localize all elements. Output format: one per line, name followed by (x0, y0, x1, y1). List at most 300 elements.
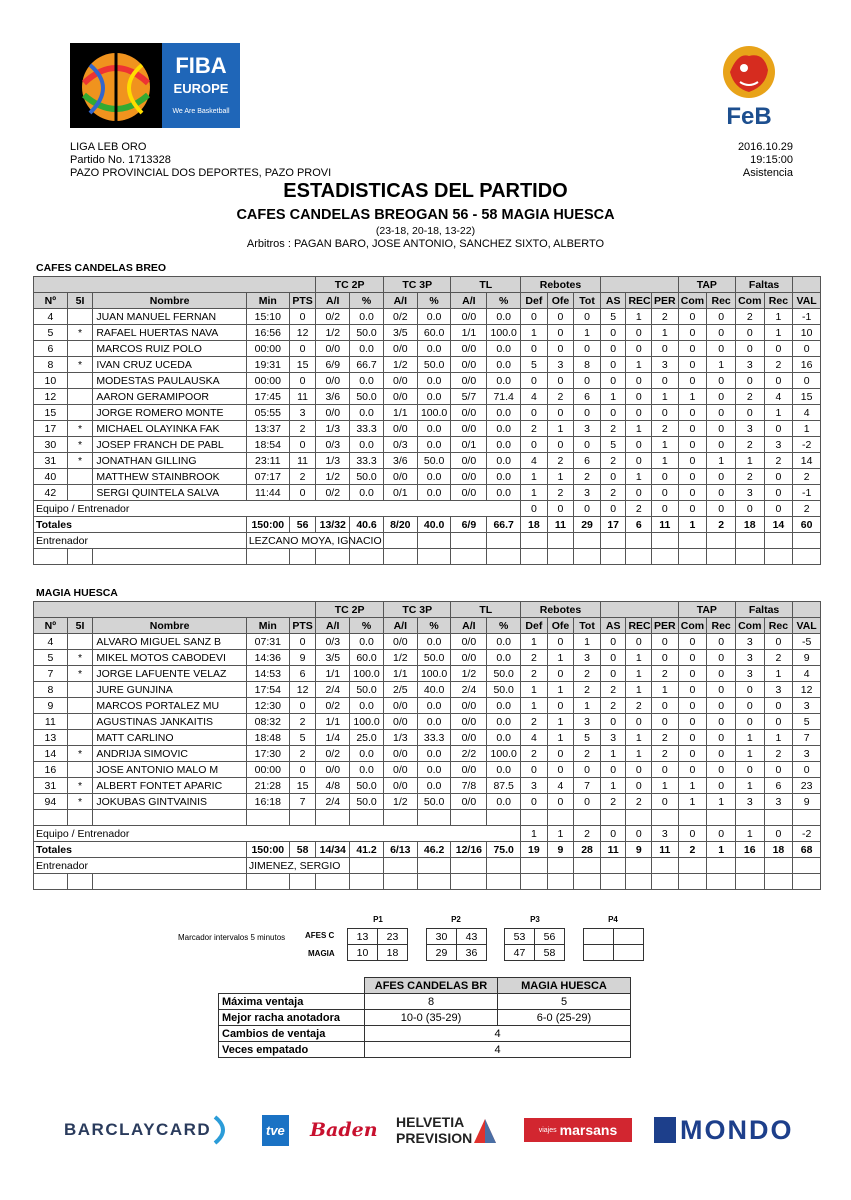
stat-cell: 0 (600, 666, 626, 682)
summary-label: Cambios de ventaja (219, 1026, 365, 1042)
coach-name: JIMENEZ, SERGIO (246, 858, 349, 874)
player-name: JORGE ROMERO MONTE (93, 405, 246, 421)
header-blank (600, 277, 678, 293)
empty-cell (67, 874, 93, 890)
stat-cell: 0 (652, 485, 679, 501)
stat-cell: 3 (764, 437, 793, 453)
barclaycard-swoosh-icon (211, 1115, 233, 1145)
player-row (34, 730, 821, 746)
stat-cell: 0 (652, 341, 679, 357)
stat-cell: 0 (547, 634, 574, 650)
stat-cell: 16:56 (246, 325, 289, 341)
stat-cell: 0 (707, 485, 736, 501)
player-name: JORGE LAFUENTE VELAZ (93, 666, 246, 682)
stat-cell: 0 (547, 437, 574, 453)
stat-cell: 2 (764, 650, 793, 666)
empty-cell (547, 810, 574, 826)
total-cell: 2 (707, 517, 736, 533)
stat-cell: 0.0 (487, 794, 521, 810)
column-header: A/I (383, 618, 417, 634)
stat-cell: 1 (652, 778, 679, 794)
stat-cell: 0 (707, 746, 736, 762)
stat-cell: 0 (652, 650, 679, 666)
stat-cell: 0 (678, 341, 707, 357)
totals-row (34, 842, 821, 858)
stat-cell: 4/8 (316, 778, 350, 794)
stat-cell: 4 (521, 453, 548, 469)
stat-cell: 1 (521, 826, 548, 842)
stat-cell: 0/0 (451, 650, 487, 666)
player-row (34, 389, 821, 405)
stat-cell: 1 (735, 778, 764, 794)
empty-cell (417, 810, 451, 826)
stat-cell: 2 (652, 730, 679, 746)
stat-cell: 0/0 (451, 485, 487, 501)
stat-cell: 3 (574, 421, 601, 437)
column-header: Ofe (547, 618, 574, 634)
column-header: Nº (34, 293, 68, 309)
equipo-row (34, 826, 821, 842)
stat-cell (67, 714, 93, 730)
stat-cell (67, 730, 93, 746)
stat-cell: 2 (547, 389, 574, 405)
total-cell: 19 (521, 842, 548, 858)
tagline-text: We Are Basketball (172, 108, 230, 115)
stat-cell: 0 (626, 341, 652, 357)
stat-cell: 0/3 (316, 634, 350, 650)
stat-cell: 1 (626, 421, 652, 437)
empty-cell (574, 533, 601, 549)
mondo-text: MONDO (680, 1114, 794, 1145)
stat-cell: 11 (289, 389, 316, 405)
column-header: Min (246, 618, 289, 634)
stat-cell: 60.0 (350, 650, 384, 666)
stat-cell: 1/2 (383, 357, 417, 373)
stat-cell: 0 (652, 714, 679, 730)
stat-cell: 0 (289, 698, 316, 714)
empty-cell (417, 858, 451, 874)
empty-cell (34, 549, 68, 565)
match-info-right (738, 141, 793, 180)
stat-cell: 14 (793, 453, 821, 469)
stat-cell: 0 (764, 826, 793, 842)
player-row (34, 485, 821, 501)
empty-cell (487, 874, 521, 890)
total-cell: 14 (764, 517, 793, 533)
column-header: Rec (764, 618, 793, 634)
total-cell: 18 (735, 517, 764, 533)
stat-cell: 0 (547, 746, 574, 762)
stat-cell: 0 (600, 341, 626, 357)
empty-cell (487, 858, 521, 874)
stat-cell: 0/0 (383, 762, 417, 778)
stat-cell: 15:10 (246, 309, 289, 325)
stat-cell: 2 (764, 357, 793, 373)
player-row (34, 357, 821, 373)
stat-cell: 1 (626, 746, 652, 762)
column-header: 5I (67, 293, 93, 309)
stat-cell: 0/2 (316, 485, 350, 501)
stat-cell: 1 (764, 405, 793, 421)
tve-logo (262, 1110, 298, 1150)
stat-cell: 1 (707, 453, 736, 469)
stat-cell: 0/2 (316, 309, 350, 325)
stat-cell: 0.0 (350, 698, 384, 714)
header-blank (793, 602, 821, 618)
column-header: REC (626, 293, 652, 309)
stat-cell: 0/0 (383, 341, 417, 357)
stat-cell: 0 (678, 650, 707, 666)
stat-cell: * (67, 325, 93, 341)
stat-cell: 5 (289, 730, 316, 746)
stat-cell: 0.0 (417, 746, 451, 762)
interval-cell: 13 (348, 929, 378, 945)
player-row (34, 698, 821, 714)
empty-cell (678, 549, 707, 565)
stat-cell: * (67, 746, 93, 762)
empty-cell (487, 549, 521, 565)
stat-cell: 0 (735, 762, 764, 778)
stat-cell: 00:00 (246, 373, 289, 389)
stat-cell: 0/0 (316, 405, 350, 421)
stat-cell: 5 (574, 730, 601, 746)
stat-cell: 0 (652, 698, 679, 714)
stat-cell: 0.0 (417, 762, 451, 778)
stat-cell: 13:37 (246, 421, 289, 437)
empty-cell (735, 858, 764, 874)
stat-cell: 05:55 (246, 405, 289, 421)
column-header: AS (600, 618, 626, 634)
total-cell: 18 (764, 842, 793, 858)
stat-cell: * (67, 437, 93, 453)
stat-cell: 0 (707, 634, 736, 650)
group-header: TC 2P (316, 602, 384, 618)
stat-cell: 08:32 (246, 714, 289, 730)
stat-cell: 0/0 (451, 309, 487, 325)
total-cell: 2 (678, 842, 707, 858)
empty-cell (793, 858, 821, 874)
stat-cell: 0 (600, 650, 626, 666)
empty-cell (707, 810, 736, 826)
stat-cell: 2 (735, 389, 764, 405)
stat-cell: 0 (764, 762, 793, 778)
stat-cell: 0 (707, 666, 736, 682)
stat-cell: 0 (626, 826, 652, 842)
fiba-europe-logo (70, 43, 240, 128)
stat-cell: 19:31 (246, 357, 289, 373)
column-header: AS (600, 293, 626, 309)
stat-cell: 9 (289, 650, 316, 666)
stat-cell: 0 (764, 341, 793, 357)
player-row (34, 714, 821, 730)
player-row (34, 405, 821, 421)
stat-cell: 0 (764, 634, 793, 650)
stat-cell: 7 (793, 730, 821, 746)
stat-cell (67, 762, 93, 778)
match-info-left (70, 141, 331, 180)
stat-cell: 0/0 (451, 341, 487, 357)
stat-cell: 5 (34, 650, 68, 666)
stat-cell: 1/1 (383, 405, 417, 421)
column-header: VAL (793, 618, 821, 634)
stat-cell: 2 (547, 453, 574, 469)
interval-cell (614, 945, 644, 961)
game-summary-table (218, 977, 631, 1058)
empty-cell (793, 874, 821, 890)
stat-cell: 0 (652, 794, 679, 810)
marsans-text: marsans (559, 1122, 618, 1138)
stat-cell: -2 (793, 437, 821, 453)
stat-cell: 0 (521, 762, 548, 778)
column-header: A/I (451, 293, 487, 309)
stat-cell: 2 (626, 698, 652, 714)
stat-cell: 0/0 (451, 698, 487, 714)
total-cell: 56 (289, 517, 316, 533)
interval-p4 (583, 928, 644, 961)
stat-cell: 1 (652, 682, 679, 698)
empty-cell (451, 533, 487, 549)
venue: PAZO PROVINCIAL DOS DEPORTES, PAZO PROVI (70, 167, 332, 179)
stat-cell: 0.0 (487, 650, 521, 666)
player-row (34, 421, 821, 437)
total-cell: 1 (678, 517, 707, 533)
stat-cell: 0 (574, 794, 601, 810)
barclaycard-logo (64, 1110, 244, 1150)
empty-cell (574, 858, 601, 874)
stat-cell: 0/0 (383, 634, 417, 650)
stat-cell: 0.0 (487, 714, 521, 730)
stat-cell: 0 (574, 437, 601, 453)
player-name: MIKEL MOTOS CABODEVI (93, 650, 246, 666)
stat-cell: 6 (574, 389, 601, 405)
empty-cell (764, 810, 793, 826)
stat-cell: 87.5 (487, 778, 521, 794)
empty-cell (383, 874, 417, 890)
feb-logo (716, 42, 782, 128)
interval-cell: 29 (427, 945, 457, 961)
stat-cell (67, 469, 93, 485)
stat-cell: 0/1 (451, 437, 487, 453)
stat-cell: 0/3 (316, 437, 350, 453)
stat-cell: 1/2 (383, 794, 417, 810)
stat-cell: -1 (793, 485, 821, 501)
stat-cell: 2 (793, 501, 821, 517)
stat-cell: 50.0 (350, 682, 384, 698)
stat-cell: 0 (735, 714, 764, 730)
stat-cell: 0/0 (383, 389, 417, 405)
stat-cell: 0 (793, 373, 821, 389)
stat-cell: 2 (735, 469, 764, 485)
stat-cell: 1/2 (383, 650, 417, 666)
intervals-team2: MAGIA (308, 949, 335, 958)
stat-cell: 1 (735, 826, 764, 842)
viajes-text: viajes (538, 1126, 557, 1134)
player-row (34, 309, 821, 325)
stat-cell: 0.0 (487, 309, 521, 325)
stat-cell: 1 (521, 698, 548, 714)
stat-cell: 0 (626, 778, 652, 794)
empty-cell (451, 874, 487, 890)
stat-cell: 0 (547, 405, 574, 421)
total-cell: 40.0 (417, 517, 451, 533)
stat-cell: 1 (764, 666, 793, 682)
stat-cell: 0/0 (451, 762, 487, 778)
interval-cell: 23 (378, 929, 408, 945)
stat-cell: 1/3 (383, 730, 417, 746)
stat-cell (67, 341, 93, 357)
quarter-scores: (23-18, 20-18, 13-22) (375, 225, 476, 237)
empty-cell (547, 874, 574, 890)
stat-cell: * (67, 357, 93, 373)
player-row (34, 666, 821, 682)
total-cell: 11 (600, 842, 626, 858)
stat-cell: 50.0 (417, 453, 451, 469)
stat-cell: 7/8 (451, 778, 487, 794)
team1-stats-table (33, 276, 821, 565)
stat-cell: 0 (735, 698, 764, 714)
stat-cell: 3 (574, 485, 601, 501)
period-p2: P2 (451, 915, 461, 924)
stat-cell: 0 (678, 453, 707, 469)
stat-cell: 07:17 (246, 469, 289, 485)
stat-cell: 0 (735, 341, 764, 357)
stat-cell: 0/0 (451, 714, 487, 730)
stat-cell: 1 (626, 469, 652, 485)
stat-cell: 1 (678, 389, 707, 405)
empty-cell (451, 549, 487, 565)
stat-cell: 2 (547, 485, 574, 501)
stat-cell: 2 (574, 666, 601, 682)
europe-text: EUROPE (173, 81, 229, 96)
stat-cell: 3 (793, 746, 821, 762)
group-header: Rebotes (521, 277, 601, 293)
stat-cell: 0 (626, 762, 652, 778)
empty-cell (547, 533, 574, 549)
group-header: TC 2P (316, 277, 384, 293)
stat-cell: 0 (521, 437, 548, 453)
stat-cell: 6 (764, 778, 793, 794)
stat-cell: 1 (600, 746, 626, 762)
tve-text: tve (262, 1115, 289, 1146)
stat-cell: 50.0 (487, 682, 521, 698)
stat-cell: 1 (547, 421, 574, 437)
stat-cell: 60.0 (417, 325, 451, 341)
stat-cell: 2 (652, 746, 679, 762)
column-header-row (34, 293, 821, 309)
stat-cell: 0 (547, 373, 574, 389)
stat-cell: 10 (34, 373, 68, 389)
stat-cell: 0 (735, 373, 764, 389)
empty-cell (547, 858, 574, 874)
column-header: % (350, 618, 384, 634)
stat-cell: 0 (678, 485, 707, 501)
empty-cell (417, 874, 451, 890)
column-header: Rec (764, 293, 793, 309)
empty-cell (600, 533, 626, 549)
stat-cell: 0.0 (417, 389, 451, 405)
stat-cell: 0 (764, 485, 793, 501)
totals-row (34, 517, 821, 533)
stat-cell: 0 (574, 341, 601, 357)
stat-cell: 5/7 (451, 389, 487, 405)
stat-cell: 0 (678, 826, 707, 842)
stat-cell: 0 (652, 373, 679, 389)
stat-cell: 0.0 (487, 421, 521, 437)
equipo-label: Equipo / Entrenador (34, 826, 521, 842)
stat-cell: * (67, 453, 93, 469)
column-header: PER (652, 293, 679, 309)
stat-cell: 4 (521, 389, 548, 405)
stat-cell: 0 (678, 698, 707, 714)
stat-cell (67, 405, 93, 421)
stat-cell: 1/1 (316, 666, 350, 682)
empty-cell (793, 533, 821, 549)
player-name: JUAN MANUEL FERNAN (93, 309, 246, 325)
stat-cell: 2/4 (316, 682, 350, 698)
group-header: Faltas (735, 602, 792, 618)
stat-cell: 0 (678, 421, 707, 437)
stat-cell: 7 (289, 794, 316, 810)
stat-cell: 1 (764, 730, 793, 746)
interval-cell (584, 929, 614, 945)
player-name: MATTHEW STAINBROOK (93, 469, 246, 485)
stat-cell: 15 (289, 778, 316, 794)
stat-cell: 0.0 (350, 485, 384, 501)
stat-cell: 9 (34, 698, 68, 714)
helvetia-logo (396, 1110, 508, 1150)
empty-cell (246, 810, 289, 826)
stat-cell: 1 (574, 325, 601, 341)
stat-cell: 0 (793, 341, 821, 357)
stat-cell: 3 (793, 698, 821, 714)
match-date: 2016.10.29 (737, 141, 793, 153)
total-cell: 6 (626, 517, 652, 533)
stat-cell: 9 (793, 650, 821, 666)
empty-cell (451, 858, 487, 874)
stat-cell: 6 (574, 453, 601, 469)
empty-cell (626, 549, 652, 565)
total-cell: 150:00 (246, 517, 289, 533)
empty-cell (652, 533, 679, 549)
stat-cell: 0 (600, 405, 626, 421)
stat-cell: 1/1 (383, 666, 417, 682)
player-row (34, 341, 821, 357)
stat-cell: 40 (34, 469, 68, 485)
empty-cell (652, 549, 679, 565)
stat-cell: 2/4 (451, 682, 487, 698)
feb-text: FeB (726, 103, 772, 130)
total-cell: 28 (574, 842, 601, 858)
column-header: Com (735, 293, 764, 309)
stat-cell: 1 (521, 325, 548, 341)
stat-cell: 0 (707, 762, 736, 778)
stat-cell: 0 (574, 373, 601, 389)
stat-cell: 0/0 (383, 746, 417, 762)
stat-cell: 2/4 (316, 794, 350, 810)
stat-cell: 8 (34, 357, 68, 373)
stat-cell: 2 (735, 437, 764, 453)
stat-cell: 0.0 (417, 778, 451, 794)
stat-cell: 0.0 (350, 341, 384, 357)
stat-cell: 1 (521, 469, 548, 485)
group-header: TC 3P (383, 277, 451, 293)
stat-cell: 18:48 (246, 730, 289, 746)
stat-cell: 1 (600, 778, 626, 794)
stat-cell: 0 (600, 634, 626, 650)
column-header: % (487, 293, 521, 309)
stat-cell: 15 (793, 389, 821, 405)
stat-cell: 5 (600, 309, 626, 325)
